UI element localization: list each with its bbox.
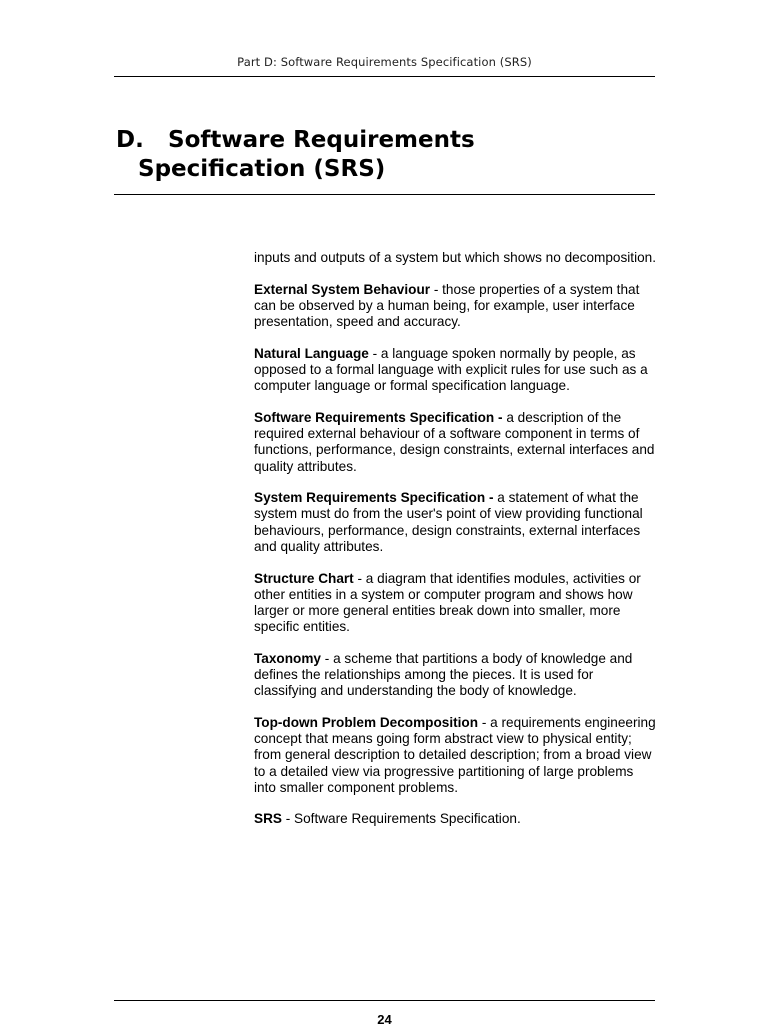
header-divider: [114, 76, 655, 77]
definition-entry: [254, 811, 656, 827]
title-divider: [114, 194, 655, 195]
definition-entry: [254, 715, 656, 796]
chapter-title: [116, 126, 656, 184]
definition-entry: [254, 282, 656, 331]
definition-separator: -: [281, 811, 295, 827]
page-number: 24: [377, 1012, 392, 1027]
definition-term: SRS: [254, 811, 282, 827]
definition-term: System Requirements Specification -: [254, 490, 494, 506]
definition-text: a requirements engineering concept that means going form abstract view to physical entity; from general description to detailed description; from a broad view to a detailed view via progressive partitioning of large problems into smaller component problems.: [254, 714, 656, 795]
definition-text: a scheme that partitions a body of knowledge and defines the relationships among the pieces. It is used for classifying and understanding the body of knowledge.: [254, 650, 633, 699]
definition-term: Software Requirements Specification -: [254, 409, 503, 425]
glossary-content: [254, 250, 656, 843]
definition-term: Natural Language: [254, 345, 369, 361]
definition-text: a language spoken normally by people, as opposed to a formal language with explicit rules for use such as a computer language or formal specification language.: [254, 345, 648, 394]
definition-separator: -: [320, 650, 334, 666]
definition-text: a description of the required external behaviour of a software component in terms of functions, performance, design constraints, external interfaces and quality attributes.: [254, 409, 655, 474]
definition-entry: [254, 571, 656, 636]
chapter-title-line-2: Specification (SRS): [138, 156, 386, 182]
definition-text: a diagram that identifies modules, activities or other entities in a system or computer program and shows how larger or more general entities break down into smaller, more specific entities.: [254, 570, 641, 635]
definition-text: those properties of a system that can be observed by a human being, for example, user interface presentation, speed and accuracy.: [254, 281, 640, 330]
chapter-title-line-1: Software Requirements: [168, 127, 475, 153]
definition-term: Taxonomy: [254, 650, 321, 666]
definition-entry: [254, 346, 656, 395]
definition-entry: [254, 490, 656, 555]
running-header: Part D: Software Requirements Specification (SRS): [237, 55, 532, 69]
definition-text: a statement of what the system must do from the user's point of view providing functional behaviours, performance, design constraints, external interfaces and quality attributes.: [254, 490, 643, 554]
definition-entry: [254, 410, 656, 475]
definition-separator: -: [368, 345, 381, 361]
definition-term: External System Behaviour: [254, 281, 431, 297]
footer-divider: [114, 1000, 655, 1001]
definition-term: Top-down Problem Decomposition: [254, 714, 479, 730]
intro-continuation: inputs and outputs of a system but which shows no decomposition.: [254, 250, 656, 265]
definition-separator: -: [430, 281, 443, 297]
definition-separator: -: [353, 570, 366, 586]
definition-entry: [254, 651, 656, 700]
definition-separator: -: [478, 714, 491, 730]
definition-term: Structure Chart: [254, 570, 354, 586]
chapter-number: D.: [116, 127, 144, 153]
definition-text: Software Requirements Specification.: [294, 811, 521, 827]
